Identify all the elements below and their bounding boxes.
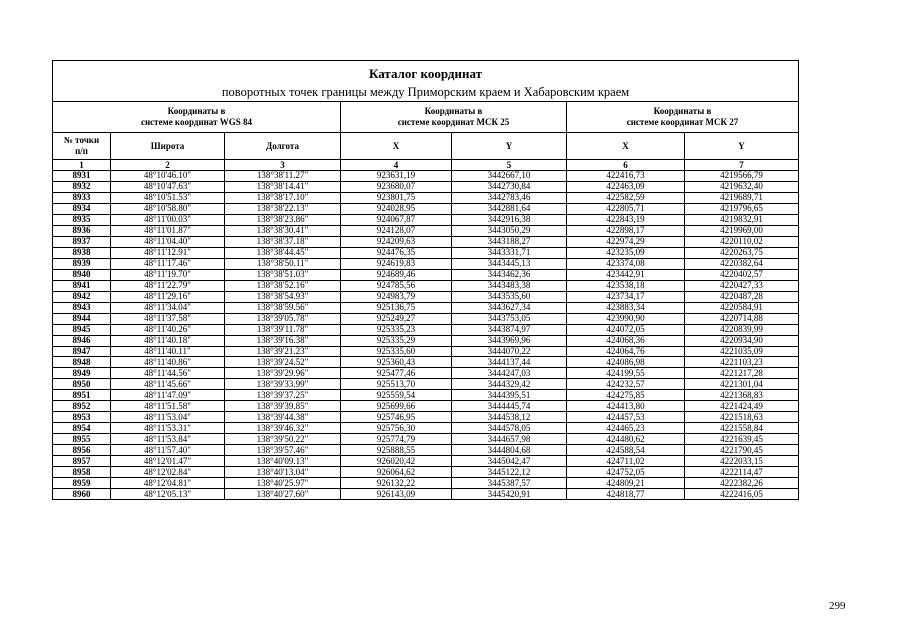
cell-x-msk27: 424457,53 [567, 412, 685, 423]
table-row [53, 324, 799, 335]
cell-longitude: 138°38'54.93" [225, 291, 341, 302]
cell-x-msk25: 925746,95 [341, 412, 452, 423]
cell-x-msk27: 424064,76 [567, 346, 685, 357]
catalog-title: Каталог координат [53, 61, 799, 84]
cell-longitude: 138°39'37.25" [225, 390, 341, 401]
cell-y-msk27: 4220487,28 [685, 291, 799, 302]
cell-y-msk25: 3443874,97 [452, 324, 567, 335]
cell-longitude: 138°38'23.86" [225, 214, 341, 225]
cell-longitude: 138°39'57.46" [225, 445, 341, 456]
cell-longitude: 138°38'37.18" [225, 236, 341, 247]
table-row [53, 390, 799, 401]
cell-y-msk27: 4221301,04 [685, 379, 799, 390]
cell-latitude: 48°11'12.91" [111, 247, 225, 258]
column-header-y-msk27: Y [685, 133, 799, 160]
cell-y-msk25: 3442881,64 [452, 203, 567, 214]
cell-y-msk25: 3445042,47 [452, 456, 567, 467]
cell-point-number: 8943 [53, 302, 111, 313]
cell-y-msk27: 4221103,23 [685, 357, 799, 368]
cell-x-msk25: 925559,54 [341, 390, 452, 401]
cell-y-msk27: 4222416,05 [685, 489, 799, 500]
cell-latitude: 48°11'51.58" [111, 401, 225, 412]
cell-x-msk27: 424465,23 [567, 423, 685, 434]
cell-x-msk25: 923631,19 [341, 171, 452, 182]
cell-x-msk27: 423235,09 [567, 247, 685, 258]
cell-x-msk27: 423442,91 [567, 269, 685, 280]
cell-y-msk25: 3443445,13 [452, 258, 567, 269]
cell-point-number: 8940 [53, 269, 111, 280]
cell-point-number: 8946 [53, 335, 111, 346]
cell-y-msk27: 4220110,02 [685, 236, 799, 247]
table-row [53, 412, 799, 423]
cell-x-msk27: 424588,54 [567, 445, 685, 456]
cell-point-number: 8947 [53, 346, 111, 357]
cell-latitude: 48°12'05.13" [111, 489, 225, 500]
cell-x-msk25: 924689,46 [341, 269, 452, 280]
column-header-longitude: Долгота [225, 133, 341, 160]
cell-point-number: 8958 [53, 467, 111, 478]
cell-y-msk27: 4221790,45 [685, 445, 799, 456]
cell-x-msk25: 924209,63 [341, 236, 452, 247]
cell-x-msk25: 924128,07 [341, 225, 452, 236]
cell-y-msk25: 3444538,12 [452, 412, 567, 423]
cell-x-msk27: 424818,77 [567, 489, 685, 500]
cell-point-number: 8935 [53, 214, 111, 225]
cell-y-msk27: 4220382,64 [685, 258, 799, 269]
cell-point-number: 8952 [53, 401, 111, 412]
cell-y-msk25: 3445387,57 [452, 478, 567, 489]
cell-x-msk27: 422463,09 [567, 181, 685, 192]
cell-x-msk27: 424199,55 [567, 368, 685, 379]
cell-longitude: 138°39'44.38" [225, 412, 341, 423]
table-row [53, 478, 799, 489]
cell-longitude: 138°39'16.38" [225, 335, 341, 346]
cell-y-msk25: 3445122,12 [452, 467, 567, 478]
group-header-wgs84 [53, 102, 341, 133]
table-row [53, 269, 799, 280]
cell-latitude: 48°10'51.53" [111, 192, 225, 203]
table-row [53, 467, 799, 478]
cell-y-msk25: 3444329,42 [452, 379, 567, 390]
column-header-point-line1: № точки [63, 135, 100, 145]
cell-point-number: 8936 [53, 225, 111, 236]
cell-point-number: 8950 [53, 379, 111, 390]
cell-longitude: 138°38'17.10" [225, 192, 341, 203]
cell-x-msk27: 422974,29 [567, 236, 685, 247]
cell-point-number: 8948 [53, 357, 111, 368]
cell-x-msk27: 423883,34 [567, 302, 685, 313]
table-row [53, 423, 799, 434]
cell-y-msk27: 4221217,28 [685, 368, 799, 379]
cell-x-msk25: 925774,79 [341, 434, 452, 445]
table-row [53, 335, 799, 346]
cell-y-msk25: 3443753,05 [452, 313, 567, 324]
cell-y-msk25: 3443462,36 [452, 269, 567, 280]
cell-y-msk25: 3444657,98 [452, 434, 567, 445]
cell-longitude: 138°39'11.78" [225, 324, 341, 335]
cell-x-msk27: 423734,17 [567, 291, 685, 302]
cell-x-msk25: 925888,55 [341, 445, 452, 456]
cell-x-msk25: 926020,42 [341, 456, 452, 467]
cell-latitude: 48°11'53.31" [111, 423, 225, 434]
cell-y-msk25: 3444137,44 [452, 357, 567, 368]
table-row [53, 236, 799, 247]
cell-x-msk27: 422416,73 [567, 171, 685, 182]
cell-x-msk25: 925335,29 [341, 335, 452, 346]
cell-x-msk25: 925335,60 [341, 346, 452, 357]
cell-latitude: 48°11'40.26" [111, 324, 225, 335]
group-header-msk27-line2: системе координат МСК 27 [626, 117, 739, 127]
cell-x-msk25: 925477,46 [341, 368, 452, 379]
cell-latitude: 48°11'53.84" [111, 434, 225, 445]
cell-x-msk25: 925756,30 [341, 423, 452, 434]
cell-latitude: 48°11'34.04" [111, 302, 225, 313]
cell-y-msk27: 4220934,90 [685, 335, 799, 346]
cell-longitude: 138°40'09.13" [225, 456, 341, 467]
table-row [53, 214, 799, 225]
cell-x-msk25: 925513,70 [341, 379, 452, 390]
cell-x-msk25: 923680,07 [341, 181, 452, 192]
cell-y-msk27: 4220714,88 [685, 313, 799, 324]
cell-longitude: 138°39'33.99" [225, 379, 341, 390]
cell-x-msk27: 424711,02 [567, 456, 685, 467]
cell-point-number: 8956 [53, 445, 111, 456]
cell-latitude: 48°11'01.87" [111, 225, 225, 236]
group-header-msk25-line2: системе координат МСК 25 [397, 117, 510, 127]
column-header-point [53, 133, 111, 160]
cell-longitude: 138°40'13.04" [225, 467, 341, 478]
table-row [53, 434, 799, 445]
cell-point-number: 8945 [53, 324, 111, 335]
cell-y-msk25: 3443331,71 [452, 247, 567, 258]
cell-point-number: 8933 [53, 192, 111, 203]
cell-y-msk27: 4221518,63 [685, 412, 799, 423]
coordinate-catalog-table [52, 60, 799, 500]
cell-longitude: 138°38'22.13" [225, 203, 341, 214]
table-row [53, 181, 799, 192]
cell-longitude: 138°39'21.23" [225, 346, 341, 357]
cell-latitude: 48°12'04.81" [111, 478, 225, 489]
cell-x-msk27: 423990,90 [567, 313, 685, 324]
cell-y-msk25: 3442667,10 [452, 171, 567, 182]
cell-y-msk27: 4219969,00 [685, 225, 799, 236]
cell-x-msk25: 925136,75 [341, 302, 452, 313]
cell-x-msk25: 923801,75 [341, 192, 452, 203]
cell-longitude: 138°39'24.52" [225, 357, 341, 368]
cell-y-msk27: 4221035,09 [685, 346, 799, 357]
cell-y-msk25: 3443627,34 [452, 302, 567, 313]
cell-point-number: 8954 [53, 423, 111, 434]
group-header-msk25 [341, 102, 567, 133]
cell-x-msk25: 926143,09 [341, 489, 452, 500]
table-row [53, 225, 799, 236]
cell-y-msk27: 4220584,91 [685, 302, 799, 313]
cell-x-msk27: 424072,05 [567, 324, 685, 335]
column-number: 7 [685, 160, 799, 171]
table-row [53, 401, 799, 412]
catalog-subtitle: поворотных точек границы между Приморским краем и Хабаровским краем [53, 83, 799, 102]
cell-x-msk27: 422805,71 [567, 203, 685, 214]
cell-x-msk25: 924028,95 [341, 203, 452, 214]
cell-y-msk25: 3442783,46 [452, 192, 567, 203]
cell-x-msk27: 424232,57 [567, 379, 685, 390]
cell-y-msk27: 4219832,91 [685, 214, 799, 225]
column-number: 1 [53, 160, 111, 171]
group-header-msk27-line1: Координаты в [653, 106, 712, 116]
column-header-y-msk25: Y [452, 133, 567, 160]
cell-longitude: 138°39'39.85" [225, 401, 341, 412]
cell-point-number: 8941 [53, 280, 111, 291]
coordinate-rows [53, 171, 799, 500]
cell-longitude: 138°40'27.60" [225, 489, 341, 500]
column-header-x-msk25: X [341, 133, 452, 160]
cell-y-msk27: 4219632,40 [685, 181, 799, 192]
cell-latitude: 48°11'29.16" [111, 291, 225, 302]
column-number: 2 [111, 160, 225, 171]
cell-latitude: 48°11'40.86" [111, 357, 225, 368]
column-header-point-line2: п/п [75, 146, 88, 156]
cell-x-msk27: 424480,62 [567, 434, 685, 445]
cell-latitude: 48°11'57.40" [111, 445, 225, 456]
cell-latitude: 48°11'40.18" [111, 335, 225, 346]
cell-y-msk25: 3442730,84 [452, 181, 567, 192]
column-number: 4 [341, 160, 452, 171]
cell-latitude: 48°10'47.63" [111, 181, 225, 192]
cell-longitude: 138°38'11.27" [225, 171, 341, 182]
cell-point-number: 8942 [53, 291, 111, 302]
group-header-msk25-line1: Координаты в [424, 106, 483, 116]
cell-y-msk27: 4219566,79 [685, 171, 799, 182]
cell-x-msk27: 422582,59 [567, 192, 685, 203]
table-row [53, 357, 799, 368]
table-row [53, 247, 799, 258]
cell-y-msk27: 4222114,47 [685, 467, 799, 478]
cell-y-msk27: 4220427,33 [685, 280, 799, 291]
cell-point-number: 8934 [53, 203, 111, 214]
cell-x-msk25: 924476,35 [341, 247, 452, 258]
cell-longitude: 138°38'52.16" [225, 280, 341, 291]
column-number: 5 [452, 160, 567, 171]
cell-point-number: 8959 [53, 478, 111, 489]
cell-longitude: 138°38'44.45" [225, 247, 341, 258]
cell-x-msk25: 924067,87 [341, 214, 452, 225]
cell-point-number: 8960 [53, 489, 111, 500]
cell-longitude: 138°39'29.96" [225, 368, 341, 379]
cell-latitude: 48°11'44.56" [111, 368, 225, 379]
cell-longitude: 138°38'30.41" [225, 225, 341, 236]
cell-x-msk25: 926132,22 [341, 478, 452, 489]
cell-y-msk25: 3445420,91 [452, 489, 567, 500]
group-header-wgs84-line1: Координаты в [167, 106, 226, 116]
table-row [53, 192, 799, 203]
column-number: 3 [225, 160, 341, 171]
cell-x-msk25: 925249,27 [341, 313, 452, 324]
cell-y-msk25: 3442916,38 [452, 214, 567, 225]
cell-y-msk27: 4222382,26 [685, 478, 799, 489]
cell-x-msk27: 424068,36 [567, 335, 685, 346]
cell-y-msk25: 3443188,27 [452, 236, 567, 247]
cell-y-msk27: 4219796,65 [685, 203, 799, 214]
cell-y-msk25: 3443050,29 [452, 225, 567, 236]
table-row [53, 489, 799, 500]
cell-latitude: 48°10'46.10" [111, 171, 225, 182]
cell-latitude: 48°11'40.11" [111, 346, 225, 357]
cell-point-number: 8955 [53, 434, 111, 445]
column-number: 6 [567, 160, 685, 171]
cell-y-msk27: 4220263,75 [685, 247, 799, 258]
cell-point-number: 8949 [53, 368, 111, 379]
cell-latitude: 48°11'17.46" [111, 258, 225, 269]
table-row [53, 445, 799, 456]
cell-x-msk27: 424809,21 [567, 478, 685, 489]
table-row [53, 346, 799, 357]
cell-y-msk25: 3444070,22 [452, 346, 567, 357]
cell-x-msk25: 925699,66 [341, 401, 452, 412]
cell-latitude: 48°10'58.80" [111, 203, 225, 214]
cell-latitude: 48°11'19.70" [111, 269, 225, 280]
cell-y-msk25: 3444445,74 [452, 401, 567, 412]
cell-y-msk27: 4222033,15 [685, 456, 799, 467]
cell-x-msk27: 422898,17 [567, 225, 685, 236]
cell-longitude: 138°38'50.11" [225, 258, 341, 269]
table-row [53, 379, 799, 390]
group-header-wgs84-line2: системе координат WGS 84 [140, 117, 253, 127]
cell-point-number: 8932 [53, 181, 111, 192]
table-row [53, 368, 799, 379]
table-row [53, 313, 799, 324]
cell-y-msk25: 3444804,68 [452, 445, 567, 456]
cell-y-msk25: 3443483,38 [452, 280, 567, 291]
table-row [53, 302, 799, 313]
cell-y-msk25: 3443535,60 [452, 291, 567, 302]
cell-y-msk25: 3444247,03 [452, 368, 567, 379]
cell-x-msk27: 423538,18 [567, 280, 685, 291]
cell-longitude: 138°39'46.32" [225, 423, 341, 434]
cell-y-msk25: 3444395,51 [452, 390, 567, 401]
cell-y-msk27: 4219689,71 [685, 192, 799, 203]
cell-latitude: 48°11'00.03" [111, 214, 225, 225]
cell-y-msk25: 3444578,05 [452, 423, 567, 434]
cell-point-number: 8937 [53, 236, 111, 247]
page-number: 299 [829, 600, 846, 612]
cell-point-number: 8957 [53, 456, 111, 467]
cell-longitude: 138°39'50.22" [225, 434, 341, 445]
cell-longitude: 138°38'51.03" [225, 269, 341, 280]
cell-point-number: 8939 [53, 258, 111, 269]
table-row [53, 280, 799, 291]
cell-latitude: 48°11'37.58" [111, 313, 225, 324]
cell-longitude: 138°39'05.78" [225, 313, 341, 324]
cell-longitude: 138°38'59.56" [225, 302, 341, 313]
cell-x-msk25: 924785,56 [341, 280, 452, 291]
table-row [53, 258, 799, 269]
cell-x-msk27: 424413,80 [567, 401, 685, 412]
cell-y-msk27: 4221639,45 [685, 434, 799, 445]
cell-point-number: 8931 [53, 171, 111, 182]
cell-x-msk25: 924619,83 [341, 258, 452, 269]
cell-y-msk25: 3443969,96 [452, 335, 567, 346]
table-row [53, 291, 799, 302]
column-header-x-msk27: X [567, 133, 685, 160]
table-row [53, 171, 799, 182]
cell-latitude: 48°12'01.47" [111, 456, 225, 467]
group-header-msk27 [567, 102, 799, 133]
cell-latitude: 48°11'47.09" [111, 390, 225, 401]
cell-y-msk27: 4221558,84 [685, 423, 799, 434]
cell-point-number: 8944 [53, 313, 111, 324]
cell-latitude: 48°11'45.66" [111, 379, 225, 390]
cell-longitude: 138°40'25.97" [225, 478, 341, 489]
cell-y-msk27: 4221368,83 [685, 390, 799, 401]
column-header-latitude: Широта [111, 133, 225, 160]
cell-x-msk25: 926064,62 [341, 467, 452, 478]
cell-x-msk27: 423374,08 [567, 258, 685, 269]
cell-y-msk27: 4221424,49 [685, 401, 799, 412]
cell-x-msk27: 424275,85 [567, 390, 685, 401]
cell-point-number: 8951 [53, 390, 111, 401]
cell-y-msk27: 4220839,99 [685, 324, 799, 335]
cell-x-msk27: 424086,98 [567, 357, 685, 368]
cell-latitude: 48°11'04.40" [111, 236, 225, 247]
cell-x-msk27: 424752,05 [567, 467, 685, 478]
cell-x-msk25: 925335,23 [341, 324, 452, 335]
cell-point-number: 8938 [53, 247, 111, 258]
cell-latitude: 48°12'02.84" [111, 467, 225, 478]
cell-x-msk27: 422843,19 [567, 214, 685, 225]
cell-latitude: 48°11'53.04" [111, 412, 225, 423]
cell-x-msk25: 924983,79 [341, 291, 452, 302]
table-row [53, 203, 799, 214]
cell-point-number: 8953 [53, 412, 111, 423]
cell-x-msk25: 925360,43 [341, 357, 452, 368]
cell-longitude: 138°38'14.41" [225, 181, 341, 192]
cell-latitude: 48°11'22.79" [111, 280, 225, 291]
cell-y-msk27: 4220402,57 [685, 269, 799, 280]
table-row [53, 456, 799, 467]
